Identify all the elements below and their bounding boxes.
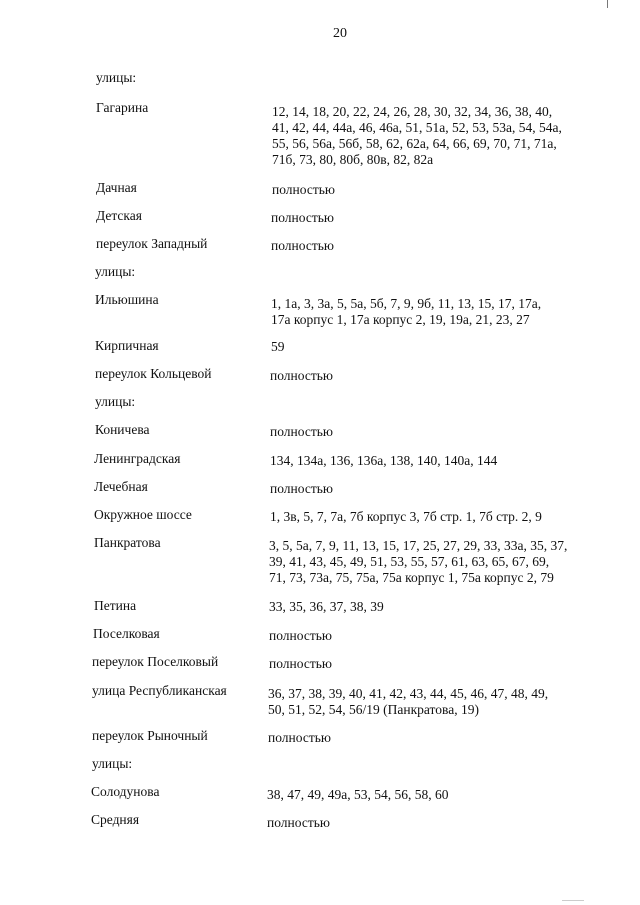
street-name: Лечебная — [94, 479, 148, 494]
house-numbers: полностью — [267, 815, 330, 830]
street-name: переулок Западный — [96, 236, 208, 251]
street-name: улицы: — [96, 70, 137, 85]
street-name: Солодунова — [91, 784, 160, 799]
street-name: Панкратова — [94, 535, 161, 550]
street-name: улицы: — [92, 756, 133, 771]
house-numbers: 33, 35, 36, 37, 38, 39 — [269, 599, 384, 614]
house-numbers: 134, 134а, 136, 136а, 138, 140, 140а, 144 — [270, 453, 498, 468]
house-numbers: полностью — [272, 182, 335, 197]
house-numbers: полностью — [269, 656, 332, 671]
street-name: улицы: — [95, 264, 136, 279]
house-numbers: полностью — [271, 238, 334, 253]
house-numbers: 3, 5, 5а, 7, 9, 11, 13, 15, 17, 25, 27, 29, 33, 33а, 35, 37, 39, 41, 43, 45, 49, 51, 53, 55, 57, 61, 63, 65, 67, 69, 71, 73, 73а, 75, 75а, 75а корпус 1, 75а корпус 2, 79 — [269, 538, 568, 585]
house-numbers: полностью — [268, 730, 331, 745]
house-numbers: полностью — [269, 628, 332, 643]
street-name: Кирпичная — [95, 338, 159, 353]
page-number: 20 — [333, 26, 347, 41]
house-numbers: 12, 14, 18, 20, 22, 24, 26, 28, 30, 32, 34, 36, 38, 40, 41, 42, 44, 44а, 46, 46а, 51, 51а, 52, 53, 53а, 54, 54а, 55, 56, 56а, 56б, 58, 62, 62а, 64, 66, 69, 70, 71, 71а, 71б, 73, 80, 80б, 80в, 82, 82а — [272, 104, 562, 167]
house-numbers: 1, 1а, 3, 3а, 5, 5а, 5б, 7, 9, 9б, 11, 13, 15, 17, 17а, 17а корпус 1, 17а корпус 2, 19, 19а, 21, 23, 27 — [271, 296, 542, 327]
street-name: Окружное шоссе — [94, 507, 192, 522]
street-name: Поселковая — [93, 626, 160, 641]
scan-edge-mark — [607, 0, 608, 8]
house-numbers: полностью — [270, 424, 333, 439]
street-name: Дачная — [96, 180, 137, 195]
house-numbers: 59 — [271, 339, 285, 354]
street-name: улица Республиканская — [92, 683, 227, 698]
street-name: переулок Поселковый — [92, 654, 219, 669]
house-numbers: полностью — [270, 368, 333, 383]
house-numbers: 36, 37, 38, 39, 40, 41, 42, 43, 44, 45, 46, 47, 48, 49, 50, 51, 52, 54, 56/19 (Панкратова, 19) — [268, 686, 549, 717]
house-numbers: полностью — [271, 210, 334, 225]
street-name: улицы: — [95, 394, 136, 409]
street-name: Гагарина — [96, 100, 149, 115]
scan-corner-mark — [562, 900, 584, 901]
street-name: Петина — [94, 598, 137, 613]
house-numbers: 1, 3в, 5, 7, 7а, 7б корпус 3, 7б стр. 1, 7б стр. 2, 9 — [270, 509, 542, 524]
street-name: Коничева — [95, 422, 150, 437]
street-name: Ленинградская — [94, 451, 181, 466]
street-name: переулок Кольцевой — [95, 366, 212, 381]
house-numbers: 38, 47, 49, 49а, 53, 54, 56, 58, 60 — [267, 787, 449, 802]
house-numbers: полностью — [270, 481, 333, 496]
street-name: Ильюшина — [95, 292, 159, 307]
street-name: Средняя — [91, 812, 140, 827]
street-name: переулок Рыночный — [92, 728, 208, 743]
street-name: Детская — [96, 208, 142, 223]
